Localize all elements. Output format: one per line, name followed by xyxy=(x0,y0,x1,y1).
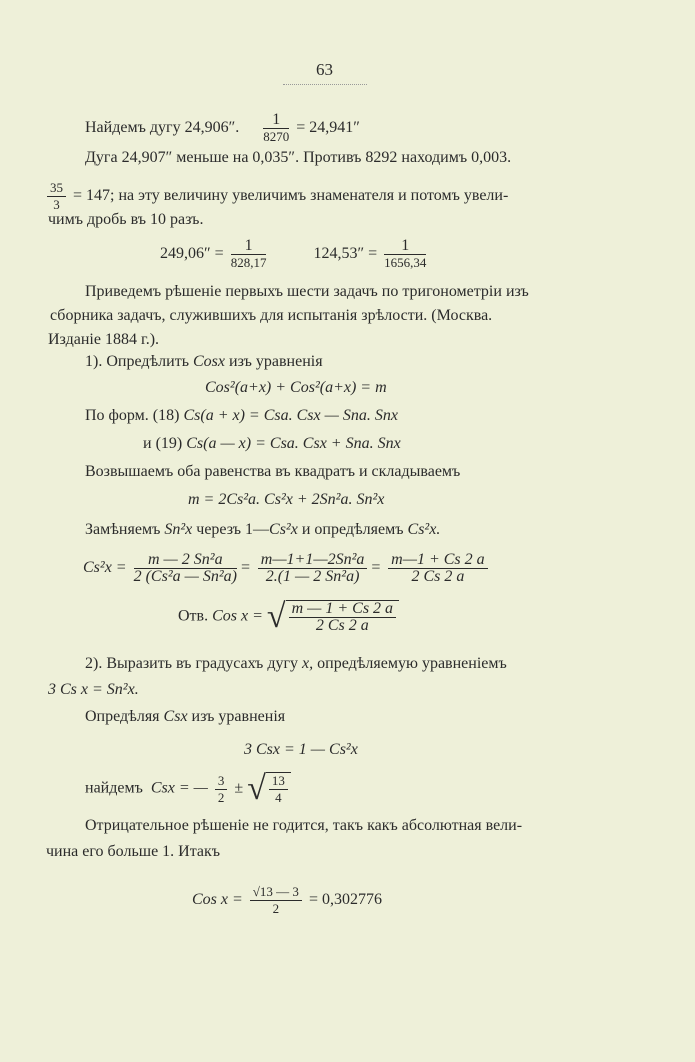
numerator: m — 1 + Cs 2 a xyxy=(289,601,396,618)
fraction xyxy=(250,884,302,917)
math: Csx xyxy=(163,708,188,725)
text-line: чина его больше 1. Итакъ xyxy=(46,843,221,860)
text: и опредѣляемъ xyxy=(301,521,404,538)
math: x, xyxy=(302,655,314,672)
text-line xyxy=(85,520,440,540)
text: Отв. xyxy=(178,607,209,625)
denominator: 2.(1 — 2 Sn²a) xyxy=(265,568,360,585)
radicand xyxy=(266,772,291,806)
text-line xyxy=(85,406,398,426)
math: Cs²x xyxy=(269,521,298,538)
numerator: m — 2 Sn²a xyxy=(134,552,237,569)
text: черезъ 1— xyxy=(196,521,270,538)
equation xyxy=(160,238,429,271)
numerator: m—1+1—2Sn²a xyxy=(258,552,368,569)
text: найдемъ xyxy=(85,779,143,797)
text: изъ уравненія xyxy=(191,708,286,725)
denominator: 2 Cs 2 a xyxy=(411,568,465,585)
text-line xyxy=(85,654,507,674)
denominator: 4 xyxy=(275,790,282,805)
denominator: 2 xyxy=(272,901,280,916)
denominator: 828,17 xyxy=(230,255,267,270)
radicand xyxy=(286,600,399,634)
text-line xyxy=(85,112,360,145)
text-line xyxy=(85,352,323,372)
fraction xyxy=(384,238,426,271)
text-line: Дуга 24,907″ меньше на 0,035″. Противъ 8292 находимъ 0,003. xyxy=(85,149,512,166)
math: Csx = — xyxy=(150,779,208,797)
equation: 3 Csx = 1 — Cs²x xyxy=(244,741,358,758)
text: 249,06″ = xyxy=(160,245,224,263)
denominator: 8270 xyxy=(263,129,290,144)
text: опредѣляемую уравненіемъ xyxy=(317,655,507,672)
text: = 0,302776 xyxy=(308,891,382,909)
divider xyxy=(283,84,367,85)
fraction xyxy=(269,773,288,806)
text: По форм. (18) xyxy=(85,407,180,424)
math: Cs²x = xyxy=(83,559,127,577)
text: Замѣняемъ xyxy=(85,521,161,538)
equation xyxy=(192,884,382,917)
numerator: m—1 + Cs 2 a xyxy=(388,552,487,569)
denominator: 3 xyxy=(53,197,60,212)
numerator: √13 — 3 xyxy=(250,884,302,901)
text: 2). Выразить въ градусахъ дугу xyxy=(85,655,299,672)
fraction xyxy=(231,238,267,271)
numerator: 1 xyxy=(263,112,289,129)
sqrt-sign: √ xyxy=(247,770,266,807)
text: = 147; на эту величину увеличимъ знаменателя и потомъ увели- xyxy=(73,187,509,205)
denominator: 2 Cs 2 a xyxy=(315,617,369,634)
text-line: Отрицательное рѣшеніе не годится, такъ какъ абсолютная вели- xyxy=(85,817,523,834)
math: Cos x = xyxy=(192,891,243,909)
text: = 24,941″ xyxy=(296,119,360,137)
numerator: 3 xyxy=(215,773,228,790)
fraction xyxy=(47,180,66,213)
math: Cos x = xyxy=(212,607,263,625)
text: Опредѣляя xyxy=(85,708,160,725)
numerator: 1 xyxy=(384,238,426,255)
text-line: Приведемъ рѣшеніе первыхъ шести задачъ по тригонометріи изъ xyxy=(85,283,529,300)
fraction xyxy=(134,552,237,585)
text-line xyxy=(44,180,508,213)
text: 1). Опредѣлить xyxy=(85,353,189,370)
denominator: 2 (Cs²a — Sn²a) xyxy=(133,568,237,585)
numerator: 13 xyxy=(269,773,288,790)
plus-minus: ± xyxy=(234,779,244,797)
equation: 3 Cs x = Sn²x. xyxy=(48,681,139,698)
answer xyxy=(178,600,399,634)
equation: Cs²x = $\frac{\text{m — 2 Sn²a}}{\text{2 (Cs²a — Sn²a)}}$ = $\frac{\text{m—1+1—2Sn²a}}{\text{2.(1 — 2 Sn²a)}}$ = $\frac{m—1 + Cs 2 a}{2 Cs 2 a}$ xyxy=(83,552,491,585)
sqrt-sign: √ xyxy=(266,598,286,635)
numerator: 1 xyxy=(231,238,267,255)
text: изъ уравненія xyxy=(229,353,323,370)
equation: m = 2Cs²a. Cs²x + 2Sn²a. Sn²x xyxy=(188,491,385,508)
math: Cs(a — x) = Csa. Csx + Sna. Snx xyxy=(186,435,401,452)
equation xyxy=(85,772,291,806)
fraction xyxy=(388,552,487,585)
math: Sn²x xyxy=(164,521,193,538)
fraction xyxy=(215,773,228,806)
text-line xyxy=(143,434,401,454)
text-line: сборника задачъ, служившихъ для испытанія зрѣлости. (Москва. xyxy=(50,307,493,324)
text: 124,53″ = xyxy=(313,245,378,263)
math: Cs²x. xyxy=(407,521,441,538)
text-line: Изданіе 1884 г.). xyxy=(48,331,160,348)
denominator: 2 xyxy=(217,789,225,805)
math: Cosx xyxy=(193,353,225,370)
fraction xyxy=(258,552,368,585)
fraction xyxy=(289,601,396,634)
denominator: 1656,34 xyxy=(384,255,427,270)
numerator: 35 xyxy=(47,180,66,197)
math: Cs(a + x) = Csa. Csx — Sna. Snx xyxy=(183,407,398,424)
page-number: 63 xyxy=(316,60,333,79)
text: и (19) xyxy=(143,435,183,452)
equation: Cos²(a+x) + Cos²(a+x) = m xyxy=(205,379,387,396)
fraction xyxy=(263,112,289,145)
text-line: Возвышаемъ оба равенства въ квадратъ и складываемъ xyxy=(85,463,461,480)
text: Найдемъ дугу 24,906″. xyxy=(85,119,240,137)
text-line xyxy=(85,707,285,727)
text-line: чимъ дробь въ 10 разъ. xyxy=(48,211,204,228)
